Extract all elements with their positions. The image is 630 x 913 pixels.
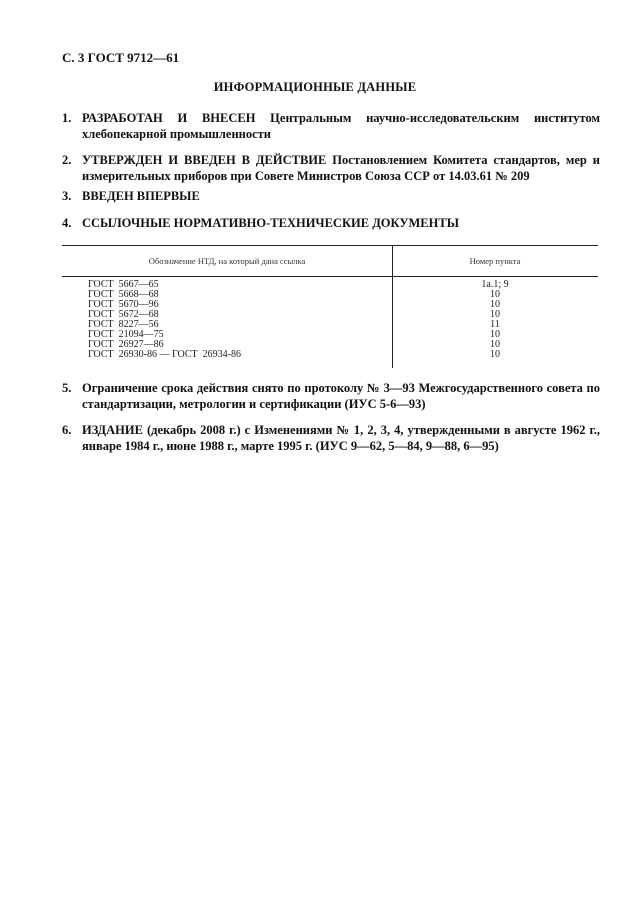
item-number: 6.: [62, 423, 72, 437]
reference-table: [62, 245, 598, 360]
cell-document: ГОСТ 5667—65: [88, 279, 159, 290]
page-title: ИНФОРМАЦИОННЫЕ ДАННЫЕ: [213, 80, 417, 94]
info-item-5: [62, 380, 600, 412]
item-text: (декабрь 2008 г.) с Изменениями № 1, 2, 3, 4, утвержденными в августе 1962 г., январе 1984 г., июне 1988 г., марте 1995 г. (ИУС 9—62, 5—84, 9—88, 6—95): [82, 423, 600, 453]
info-item-4: [62, 215, 600, 231]
cell-clause: 10: [490, 329, 500, 340]
cell-document: ГОСТ 26927—86: [88, 339, 164, 350]
cell-clause: 10: [490, 309, 500, 320]
cell-clause: 10: [490, 349, 500, 360]
item-number: 4.: [62, 216, 72, 230]
cell-clause: 10: [490, 299, 500, 310]
cell-clause: 10: [490, 289, 500, 300]
cell-document: ГОСТ 21094—75: [88, 329, 164, 340]
item-lead: УТВЕРЖДЕН И ВВЕДЕН В ДЕЙСТВИЕ: [82, 153, 327, 167]
item-lead: ССЫЛОЧНЫЕ НОРМАТИВНО-ТЕХНИЧЕСКИЕ ДОКУМЕНТЫ: [82, 216, 459, 230]
item-lead: ИЗДАНИЕ: [82, 423, 143, 437]
item-text: Центральным научно-исследовательским институтом хлебопекарной промышленности: [82, 111, 600, 141]
table-header-row: [62, 246, 598, 276]
cell-document: ГОСТ 5668—68: [88, 289, 159, 300]
item-number: 1.: [62, 111, 72, 125]
info-item-3: [62, 188, 600, 204]
cell-clause: 1а.1; 9: [481, 279, 509, 290]
cell-clause: 11: [490, 319, 500, 330]
cell-document: ГОСТ 26930-86 — ГОСТ 26934-86: [88, 349, 241, 360]
item-lead: РАЗРАБОТАН И ВНЕСЕН: [82, 111, 256, 125]
info-item-1: [62, 110, 600, 142]
table-body: [62, 277, 598, 360]
item-text: Ограничение срока действия снято по протоколу № 3—93 Межгосударственного совета по стандартизации, метрологии и сертификации (ИУС 5-6—93): [82, 381, 600, 411]
info-item-6: [62, 422, 600, 454]
cell-clause: 10: [490, 339, 500, 350]
cell-document: ГОСТ 8227—56: [88, 319, 159, 330]
header-document: Обозначение НТД, на который дана ссылка: [148, 256, 306, 266]
item-number: 3.: [62, 189, 72, 203]
item-text: Постановлением Комитета стандартов, мер и измерительных приборов при Совете Министров Союза ССР от 14.03.61 № 209: [82, 153, 600, 183]
item-number: 2.: [62, 153, 72, 167]
info-item-2: [62, 152, 600, 184]
header-clause: Номер пункта: [469, 256, 521, 266]
cell-document: ГОСТ 5670—96: [88, 299, 159, 310]
page-header: С. 3 ГОСТ 9712—61: [62, 50, 180, 65]
item-lead: ВВЕДЕН ВПЕРВЫЕ: [82, 189, 200, 203]
item-number: 5.: [62, 381, 72, 395]
table-row: [62, 350, 598, 360]
cell-document: ГОСТ 5672—68: [88, 309, 159, 320]
